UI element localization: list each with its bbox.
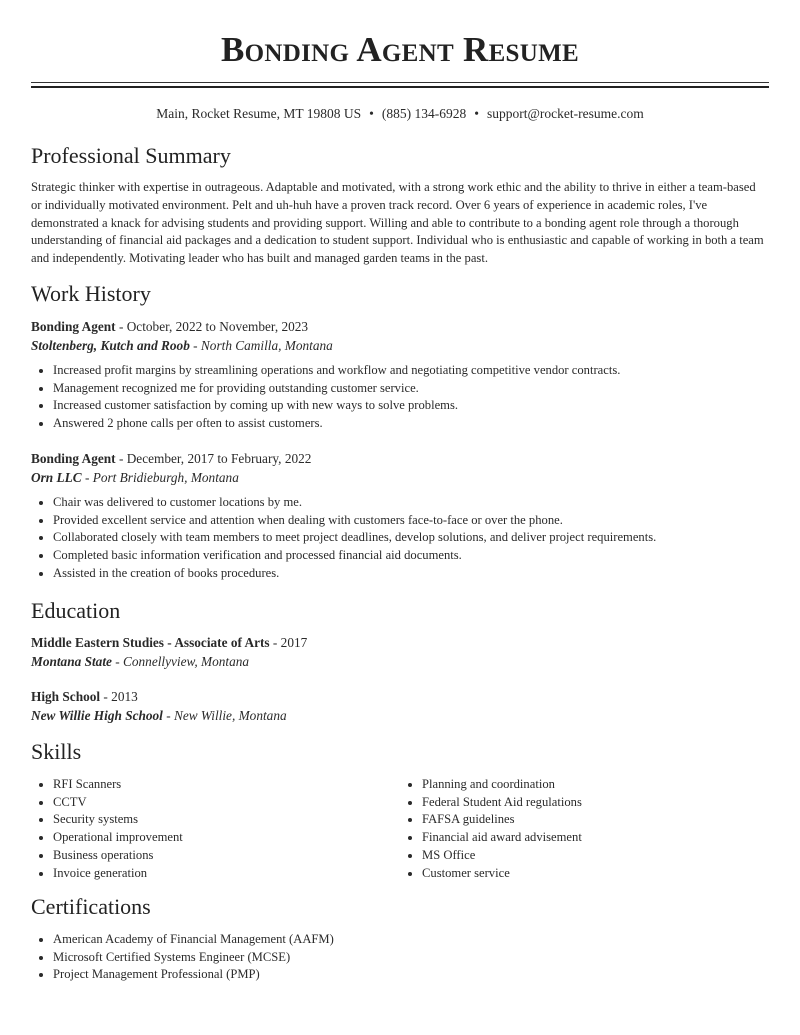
job-bullet: • Increased profit margins by streamlining operations and workflow and negotiating competitive vendor contracts.	[53, 362, 769, 380]
job-bullet: • Provided excellent service and attention when dealing with customers face-to-face or over the phone.	[53, 512, 769, 530]
job-bullet: • Increased customer satisfaction by coming up with new ways to solve problems.	[53, 397, 769, 415]
contact-address: Main, Rocket Resume, MT 19808 US	[156, 106, 362, 121]
education-year: - 2017	[269, 635, 308, 650]
education-school-line	[31, 706, 769, 725]
education-school: New Willie High School	[31, 708, 163, 723]
certifications-heading: Certifications	[31, 894, 151, 919]
job-bullets	[31, 362, 769, 433]
job-company-line	[31, 336, 769, 355]
education-header	[31, 633, 769, 652]
job-title: Bonding Agent	[31, 450, 116, 466]
education-year: - 2013	[100, 689, 138, 704]
education-entry	[31, 687, 769, 725]
job-location: - Port Bridieburgh, Montana	[81, 469, 239, 485]
certifications-section	[31, 893, 769, 984]
job-title: Bonding Agent	[31, 319, 116, 334]
summary-section	[31, 142, 769, 268]
education-entry	[31, 633, 769, 671]
education-heading: Education	[31, 598, 121, 623]
skills-grid	[31, 776, 769, 882]
education-section	[31, 597, 769, 725]
education-header	[31, 687, 769, 706]
job-bullets	[31, 494, 769, 583]
certification-item: • American Academy of Financial Management (AAFM)	[53, 931, 769, 949]
job-dates: - October, 2022 to November, 2023	[115, 319, 309, 334]
education-school-line	[31, 652, 769, 671]
skill-item: • RFI Scanners	[53, 776, 400, 794]
contact-line	[31, 105, 769, 123]
skill-item: • Federal Student Aid regulations	[422, 794, 769, 812]
summary-heading: Professional Summary	[31, 143, 231, 168]
certification-item: • Project Management Professional (PMP)	[53, 966, 769, 984]
resume-title: Bonding Agent Resume	[220, 30, 579, 69]
job-bullet: • Chair was delivered to customer locations by me.	[53, 494, 769, 512]
work-history-section	[31, 280, 769, 582]
skill-item: • Planning and coordination	[422, 776, 769, 794]
education-location: - Connellyview, Montana	[111, 654, 250, 669]
contact-separator: •	[369, 106, 374, 121]
job-company: Stoltenberg, Kutch and Roob	[31, 338, 190, 353]
job-bullet: • Management recognized me for providing outstanding customer service.	[53, 380, 769, 398]
job-bullet: • Answered 2 phone calls per often to assist customers.	[53, 415, 769, 433]
skill-item: • Business operations	[53, 847, 400, 865]
job-bullet: • Assisted in the creation of books procedures.	[53, 565, 769, 583]
contact-email: support@rocket-resume.com	[486, 106, 644, 121]
job-company-line	[31, 468, 769, 487]
job-bullet: • Completed basic information verification and processed financial aid documents.	[53, 547, 769, 565]
job-header	[31, 317, 769, 336]
skills-list-right	[400, 776, 769, 882]
title-divider-thin	[31, 82, 769, 83]
skill-item: • Financial aid award advisement	[422, 829, 769, 847]
certifications-list	[31, 931, 769, 984]
skills-list-left	[31, 776, 400, 882]
skill-item: • CCTV	[53, 794, 400, 812]
job-location: - North Camilla, Montana	[189, 338, 333, 353]
job-entry	[31, 317, 769, 433]
skill-item: • FAFSA guidelines	[422, 811, 769, 829]
education-school: Montana State	[31, 654, 112, 669]
education-degree: Middle Eastern Studies - Associate of Arts	[31, 635, 270, 650]
skill-item: • Customer service	[422, 865, 769, 883]
job-company: Orn LLC	[31, 469, 82, 485]
contact-phone: (885) 134-6928	[381, 106, 467, 121]
education-location: - New Willie, Montana	[162, 708, 287, 723]
skill-item: • Operational improvement	[53, 829, 400, 847]
job-bullet: • Collaborated closely with team members to meet project deadlines, develop solutions, and deliver project requirements.	[53, 529, 769, 547]
skills-section	[31, 738, 769, 882]
work-history-heading: Work History	[31, 281, 151, 306]
job-header	[31, 449, 769, 468]
certification-item: • Microsoft Certified Systems Engineer (MCSE)	[53, 949, 769, 967]
summary-text: Strategic thinker with expertise in outrageous. Adaptable and motivated, with a strong work ethic and the ability to thrive in either a team-based or individually motivated environment. Pelt and uh-huh have a proven track record. Over 6 years of experience in academic roles, I've demonstrated a knack for advising students and providing support. Willing and able to contribute to a bonding agent role through a thorough understanding of financial aid packages and a dedication to student support. Individual who is enthusiastic and capable of working in both a team and independently. Motivating leader who has built and managed garden teams in the past.	[31, 180, 764, 266]
skills-heading: Skills	[31, 739, 82, 764]
job-entry	[31, 449, 769, 583]
skill-item: • MS Office	[422, 847, 769, 865]
job-dates: - December, 2017 to February, 2022	[115, 450, 312, 466]
title-divider-thick	[31, 86, 769, 88]
education-degree: High School	[31, 689, 101, 704]
skill-item: • Security systems	[53, 811, 400, 829]
skill-item: • Invoice generation	[53, 865, 400, 883]
contact-separator: •	[474, 106, 479, 121]
